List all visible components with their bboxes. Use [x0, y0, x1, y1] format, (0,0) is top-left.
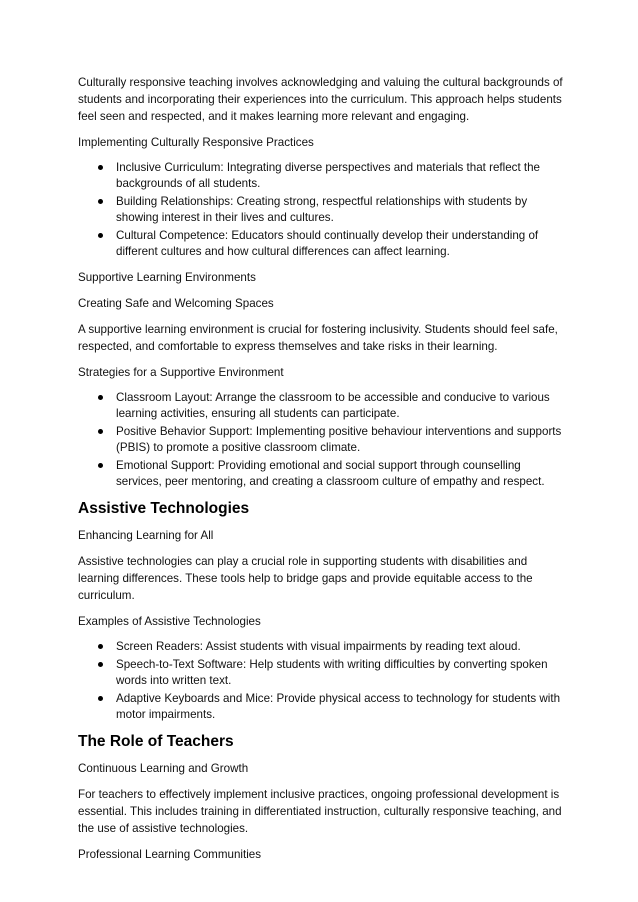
list-item: [78, 691, 564, 723]
bullet-icon: [98, 696, 103, 701]
heading-supportive-environments: Supportive Learning Environments: [78, 271, 256, 284]
assistive-technologies-paragraph: Assistive technologies can play a crucial role in supporting students with disabilities and learning differences. These tools help to bridge gaps and provide equitable access to the curriculum.: [78, 555, 533, 602]
list-item-text: Speech-to-Text Software: Help students with writing difficulties by converting spoken words into written text.: [116, 658, 548, 687]
bullet-icon: [98, 165, 103, 170]
bullet-icon: [98, 233, 103, 238]
list-item-text: Classroom Layout: Arrange the classroom to be accessible and conducive to various learning activities, ensuring all students can participate.: [116, 391, 550, 420]
assistive-technologies-list: [78, 639, 564, 723]
list-item-text: Inclusive Curriculum: Integrating diverse perspectives and materials that reflect the backgrounds of all students.: [116, 161, 541, 190]
list-item-text: Screen Readers: Assist students with visual impairments by reading text aloud.: [116, 640, 521, 653]
document-page: [78, 74, 564, 872]
subheading-strategies: Strategies for a Supportive Environment: [78, 366, 284, 379]
list-item: [78, 160, 564, 192]
bullet-icon: [98, 429, 103, 434]
heading-role-of-teachers: The Role of Teachers: [78, 733, 234, 750]
bullet-icon: [98, 199, 103, 204]
list-item-text: Adaptive Keyboards and Mice: Provide physical access to technology for students with motor impairments.: [116, 692, 561, 721]
subheading-enhancing-learning: Enhancing Learning for All: [78, 529, 214, 542]
subheading-examples: Examples of Assistive Technologies: [78, 615, 261, 628]
role-of-teachers-paragraph: For teachers to effectively implement inclusive practices, ongoing professional development is essential. This includes training in differentiated instruction, culturally responsive teaching, and the use of assistive technologies.: [78, 788, 562, 835]
supportive-environment-paragraph: A supportive learning environment is crucial for fostering inclusivity. Students should feel safe, respected, and comfortable to express themselves and take risks in their learning.: [78, 323, 558, 353]
subheading-professional-communities: Professional Learning Communities: [78, 848, 262, 861]
list-item-text: Building Relationships: Creating strong, respectful relationships with students by showing interest in their lives and cultures.: [116, 195, 528, 224]
list-item: [78, 194, 564, 226]
list-item: [78, 657, 564, 689]
bullet-icon: [98, 395, 103, 400]
bullet-icon: [98, 644, 103, 649]
intro-paragraph: Culturally responsive teaching involves acknowledging and valuing the cultural backgrounds of students and incorporating their experiences into the curriculum. This approach helps students feel seen and respected, and it makes learning more relevant and engaging.: [78, 76, 563, 123]
subheading-continuous-learning: Continuous Learning and Growth: [78, 762, 249, 775]
list-item-text: Positive Behavior Support: Implementing positive behaviour interventions and supports (PBIS) to promote a positive classroom climate.: [116, 425, 562, 454]
heading-assistive-technologies: Assistive Technologies: [78, 500, 250, 517]
subheading-implementing-practices: Implementing Culturally Responsive Practices: [78, 136, 314, 149]
bullet-icon: [98, 662, 103, 667]
list-item: [78, 424, 564, 456]
list-item: [78, 390, 564, 422]
list-item: [78, 228, 564, 260]
list-item: [78, 639, 564, 655]
subheading-safe-spaces: Creating Safe and Welcoming Spaces: [78, 297, 274, 310]
list-item-text: Emotional Support: Providing emotional and social support through counselling services, peer mentoring, and creating a classroom culture of empathy and respect.: [116, 459, 545, 488]
bullet-icon: [98, 463, 103, 468]
culturally-responsive-list: [78, 160, 564, 260]
strategies-list: [78, 390, 564, 490]
list-item: [78, 458, 564, 490]
list-item-text: Cultural Competence: Educators should continually develop their understanding of different cultures and how cultural differences can affect learning.: [116, 229, 539, 258]
